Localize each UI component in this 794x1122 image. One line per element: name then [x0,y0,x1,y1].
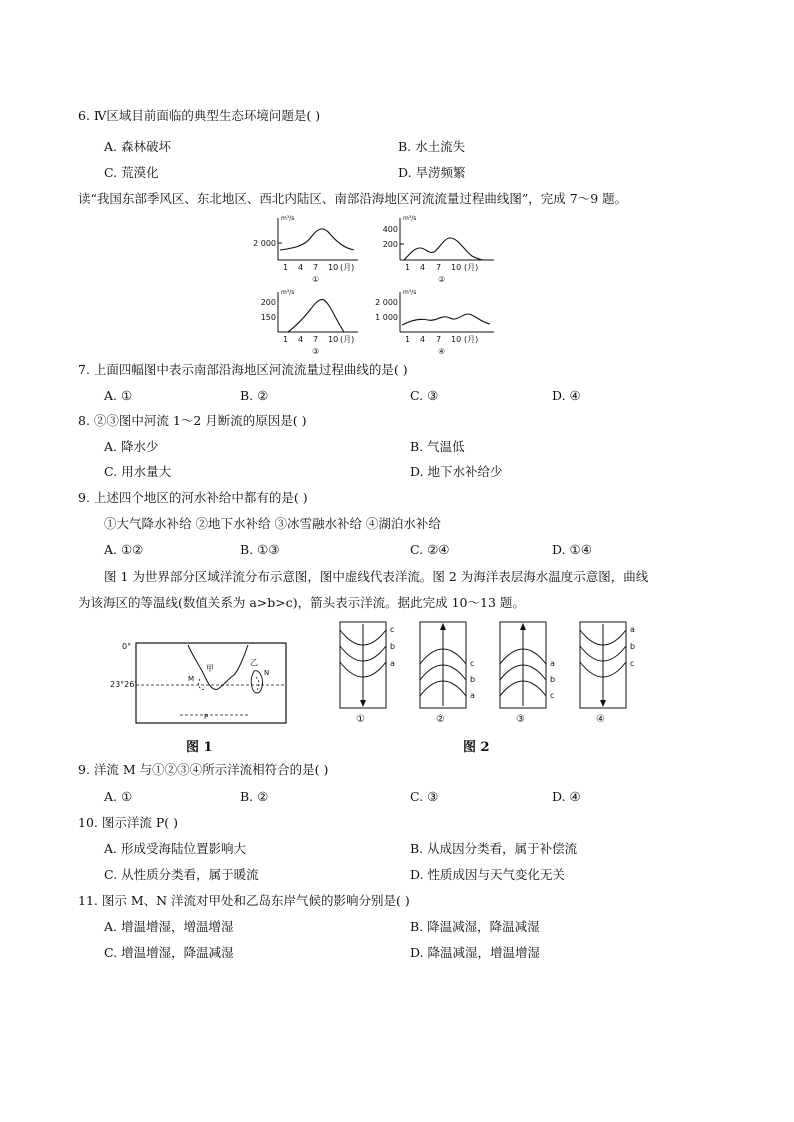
q8-option-a: A. 降水少 [104,439,159,454]
intro-10-13-line2: 为该海区的等温线(数值关系为 a>b>c)，箭头表示洋流。据此完成 10～13 题。 [78,595,525,610]
x-tick: 1 [405,263,411,272]
hydro-curve-3 [288,299,344,332]
x-tick: (月) [464,263,479,272]
label-p: P [204,713,209,721]
x-tick: 1 [283,263,289,272]
q6-stem: 6. Ⅳ区域目前面临的典型生态环境问题是( ) [78,108,321,123]
hydro-curve-1 [280,229,354,250]
hydrograph-4 [375,289,494,356]
y-tick: 2 000 [253,239,276,248]
x-tick: 7 [313,335,319,344]
figure-2-caption: 图 2 [463,740,490,755]
hydro-curve-2 [404,238,484,260]
q6-option-b: B. 水土流失 [398,139,466,154]
unit-label: m³/s [281,289,295,296]
q11-stem: 11. 图示 M、N 洋流对甲处和乙岛东岸气候的影响分别是( ) [78,893,410,908]
isotherm-panel-3 [500,622,555,725]
y-tick: 1 000 [375,313,398,322]
ocean-current-map [110,635,290,730]
chart-label: ① [312,275,320,284]
isotherm-label-c: c [470,659,475,668]
q7-option-c: C. ③ [410,388,439,403]
isotherm-label-c: c [550,691,555,700]
isotherm-panel-4 [580,622,635,725]
isotherm-label-a: a [550,659,555,668]
hydro-curve-4 [402,314,490,325]
q11-option-b: B. 降温减湿，降温减湿 [410,919,540,934]
chart-label: ② [438,275,446,284]
isotherm-panel-2 [420,622,475,725]
chart-label: ③ [312,347,320,356]
unit-label: m³/s [281,215,295,222]
q9b-option-c: C. ③ [410,789,439,804]
continent-coast [188,645,248,690]
q11-option-c: C. 增温增湿，降温减湿 [104,945,234,960]
x-tick: (月) [464,335,479,344]
latitude-tropic-label: 23°26′ [110,680,137,689]
x-tick: 10 [451,335,462,344]
x-tick: (月) [340,263,355,272]
isotherm-panel-1 [340,622,395,725]
x-tick: 7 [436,335,442,344]
q10-option-c: C. 从性质分类看，属于暖流 [104,867,259,882]
q8-stem: 8. ②③图中河流 1～2 月断流的原因是( ) [78,413,307,428]
isotherm-figure [338,618,648,728]
isotherm-label-c: c [630,659,635,668]
current-m [198,679,206,689]
hydrograph-1 [253,215,358,284]
label-m: M [188,675,195,683]
label-jia: 甲 [206,664,214,673]
isotherm-label-a: a [630,625,635,634]
x-tick: (月) [340,335,355,344]
panel-label: ① [356,714,365,725]
q10-stem: 10. 图示洋流 P( ) [78,815,178,830]
q6-option-d: D. 旱涝频繁 [398,165,466,180]
q6-option-c: C. 荒漠化 [104,165,159,180]
x-tick: 7 [436,263,442,272]
q8-option-c: C. 用水量大 [104,464,172,479]
q9b-stem: 9. 洋流 M 与①②③④所示洋流相符合的是( ) [78,762,329,777]
hydrograph-3 [261,289,358,356]
y-tick: 200 [260,298,276,307]
hydrograph-2 [383,215,494,284]
x-tick: 10 [328,335,339,344]
y-tick: 200 [382,240,398,249]
q10-option-d: D. 性质成因与天气变化无关 [410,867,566,882]
panel-label: ④ [596,714,605,725]
q7-option-b: B. ② [240,388,269,403]
x-tick: 4 [420,263,426,272]
q9a-stem: 9. 上述四个地区的河水补给中都有的是( ) [78,490,308,505]
x-tick: 7 [313,263,319,272]
q9a-option-b: B. ①③ [240,542,280,557]
q7-option-d: D. ④ [552,388,581,403]
q7-stem: 7. 上面四幅图中表示南部沿海地区河流流量过程曲线的是( ) [78,362,408,377]
x-tick: 4 [420,335,426,344]
island-yi [251,671,262,693]
x-tick: 10 [451,263,462,272]
intro-7-9: 读“我国东部季风区、东北地区、西北内陆区、南部沿海地区河流流量过程曲线图”，完成 7～9 题。 [78,191,628,206]
label-yi: 乙 [250,658,258,667]
x-tick: 10 [328,263,339,272]
unit-label: m³/s [403,289,417,296]
q9a-options-list: ①大气降水补给 ②地下水补给 ③冰雪融水补给 ④湖泊水补给 [104,516,441,531]
y-tick: 150 [260,313,276,322]
q9b-option-d: D. ④ [552,789,581,804]
latitude-0-label: 0° [122,642,132,651]
x-tick: 1 [405,335,411,344]
q10-option-a: A. 形成受海陆位置影响大 [104,841,246,856]
label-n: N [264,669,270,677]
unit-label: m³/s [403,215,417,222]
q7-option-a: A. ① [104,388,133,403]
q9a-option-a: A. ①② [104,542,144,557]
q6-option-a: A. 森林破坏 [104,139,171,154]
isotherm-label-b: b [550,675,556,684]
q8-option-d: D. 地下水补给少 [410,464,503,479]
isotherm-label-b: b [470,675,476,684]
intro-10-13-line1: 图 1 为世界部分区域洋流分布示意图，图中虚线代表洋流。图 2 为海洋表层海水温度示意图，曲线 [104,569,649,584]
isotherm-label-c: c [390,625,395,634]
isotherm-label-b: b [390,642,396,651]
q11-option-d: D. 降温减湿，增温增湿 [410,945,541,960]
q10-option-b: B. 从成因分类看，属于补偿流 [410,841,578,856]
x-tick: 1 [283,335,289,344]
current-n [256,677,259,691]
chart-label: ④ [438,347,446,356]
x-tick: 4 [298,263,304,272]
map-frame [136,643,286,723]
y-tick: 400 [382,225,398,234]
y-tick: 2 000 [375,298,398,307]
q9a-option-c: C. ②④ [410,542,450,557]
figure-1-caption: 图 1 [186,740,213,755]
isotherm-label-a: a [390,659,395,668]
q9b-option-a: A. ① [104,789,133,804]
hydrograph-figure [240,210,510,360]
q8-option-b: B. 气温低 [410,439,465,454]
isotherm-label-b: b [630,642,636,651]
panel-label: ② [436,714,445,725]
q9a-option-d: D. ①④ [552,542,592,557]
panel-label: ③ [516,714,525,725]
q11-option-a: A. 增温增湿，增温增湿 [104,919,234,934]
q9b-option-b: B. ② [240,789,269,804]
x-tick: 4 [298,335,304,344]
isotherm-label-a: a [470,691,475,700]
